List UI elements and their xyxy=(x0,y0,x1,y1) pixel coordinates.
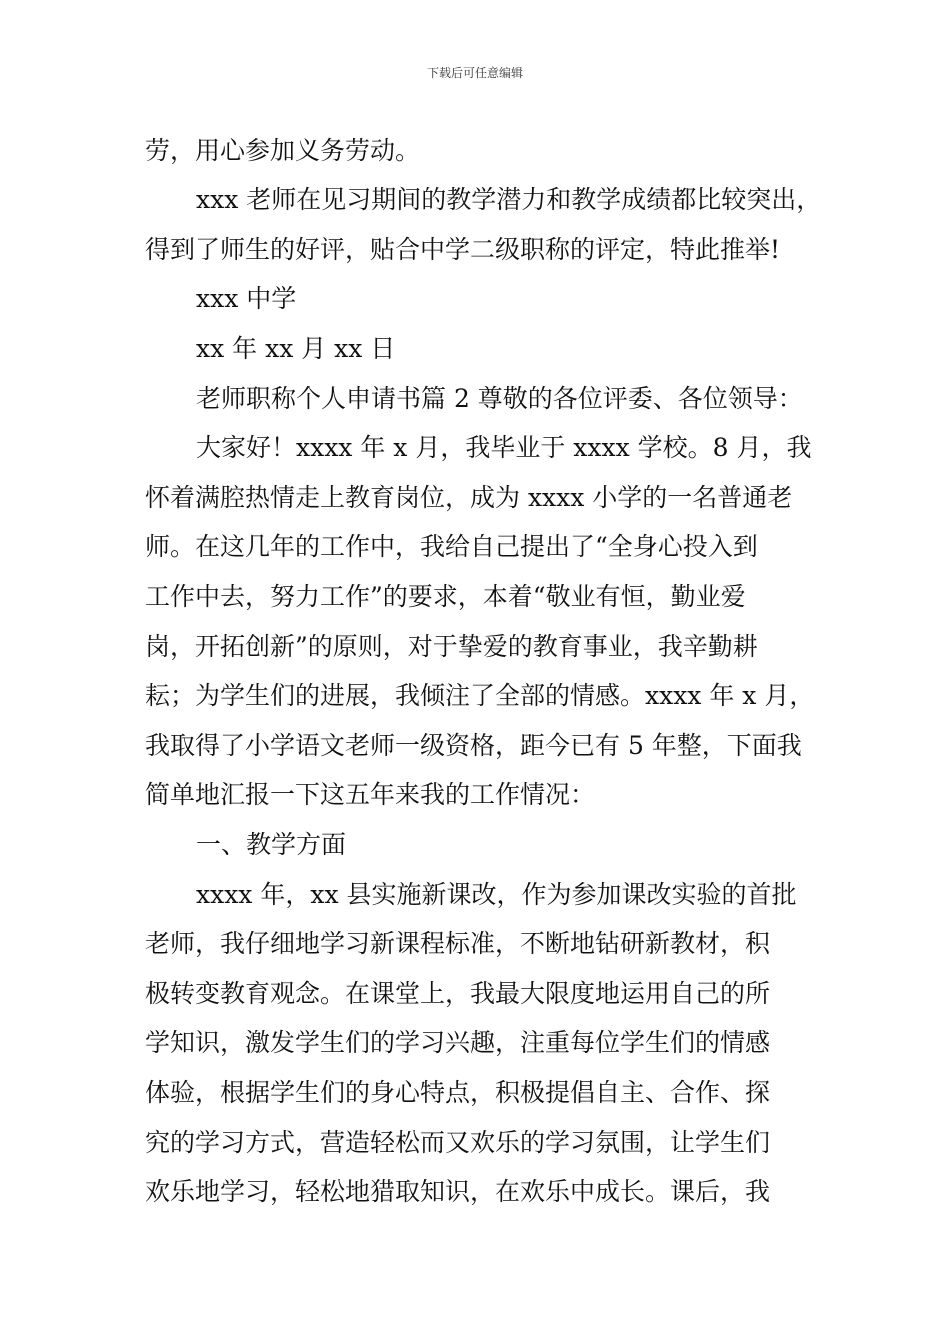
text-line: 我取得了小学语文老师一级资格，距今已有 5 年整，下面我 xyxy=(145,731,802,760)
text-line: 岗，开拓创新”的原则，对于挚爱的教育事业，我辛勤耕 xyxy=(145,632,758,661)
text-line: 欢乐地学习，轻松地猎取知识，在欢乐中成长。课后，我 xyxy=(145,1177,771,1206)
text-line: 体验，根据学生们的身心特点，积极提倡自主、合作、探 xyxy=(145,1078,771,1107)
section-heading: 一、教学方面 xyxy=(196,830,347,859)
text-line: 究的学习方式，营造轻松而又欢乐的学习氛围，让学生们 xyxy=(145,1128,771,1157)
text-line: 简单地汇报一下这五年来我的工作情况： xyxy=(145,780,596,809)
text-line: 老师职称个人申请书篇 2 尊敬的各位评委、各位领导： xyxy=(196,384,803,413)
text-line: xxxx 年，xx 县实施新课改，作为参加课改实验的首批 xyxy=(196,880,797,909)
text-line: 老师，我仔细地学习新课程标准，不断地钻研新教材，积 xyxy=(145,929,771,958)
text-line: 耘；为学生们的进展，我倾注了全部的情感。xxxx 年 x 月， xyxy=(145,681,815,710)
text-line: 得到了师生的好评，贴合中学二级职称的评定，特此推举! xyxy=(145,235,781,264)
text-line: xx 年 xx 月 xx 日 xyxy=(196,334,396,363)
text-line: 大家好！xxxx 年 x 月，我毕业于 xxxx 学校。8 月，我 xyxy=(196,433,812,462)
text-line: 极转变教育观念。在课堂上，我最大限度地运用自己的所 xyxy=(145,979,771,1008)
text-line: 学知识，激发学生们的学习兴趣，注重每位学生们的情感 xyxy=(145,1028,771,1057)
text-line: xxx 老师在见习期间的教学潜力和教学成绩都比较突出， xyxy=(196,185,822,214)
text-line: 怀着满腔热情走上教育岗位，成为 xxxx 小学的一名普通老 xyxy=(145,483,793,512)
text-line: 工作中去，努力工作”的要求，本着“敬业有恒，勤业爱 xyxy=(145,582,746,611)
text-line: 师。在这几年的工作中，我给自己提出了“全身心投入到 xyxy=(145,532,758,561)
text-line: xxx 中学 xyxy=(196,284,297,313)
page-header: 下载后可任意编辑 xyxy=(426,66,523,80)
text-line: 劳，用心参加义务劳动。 xyxy=(145,136,421,165)
